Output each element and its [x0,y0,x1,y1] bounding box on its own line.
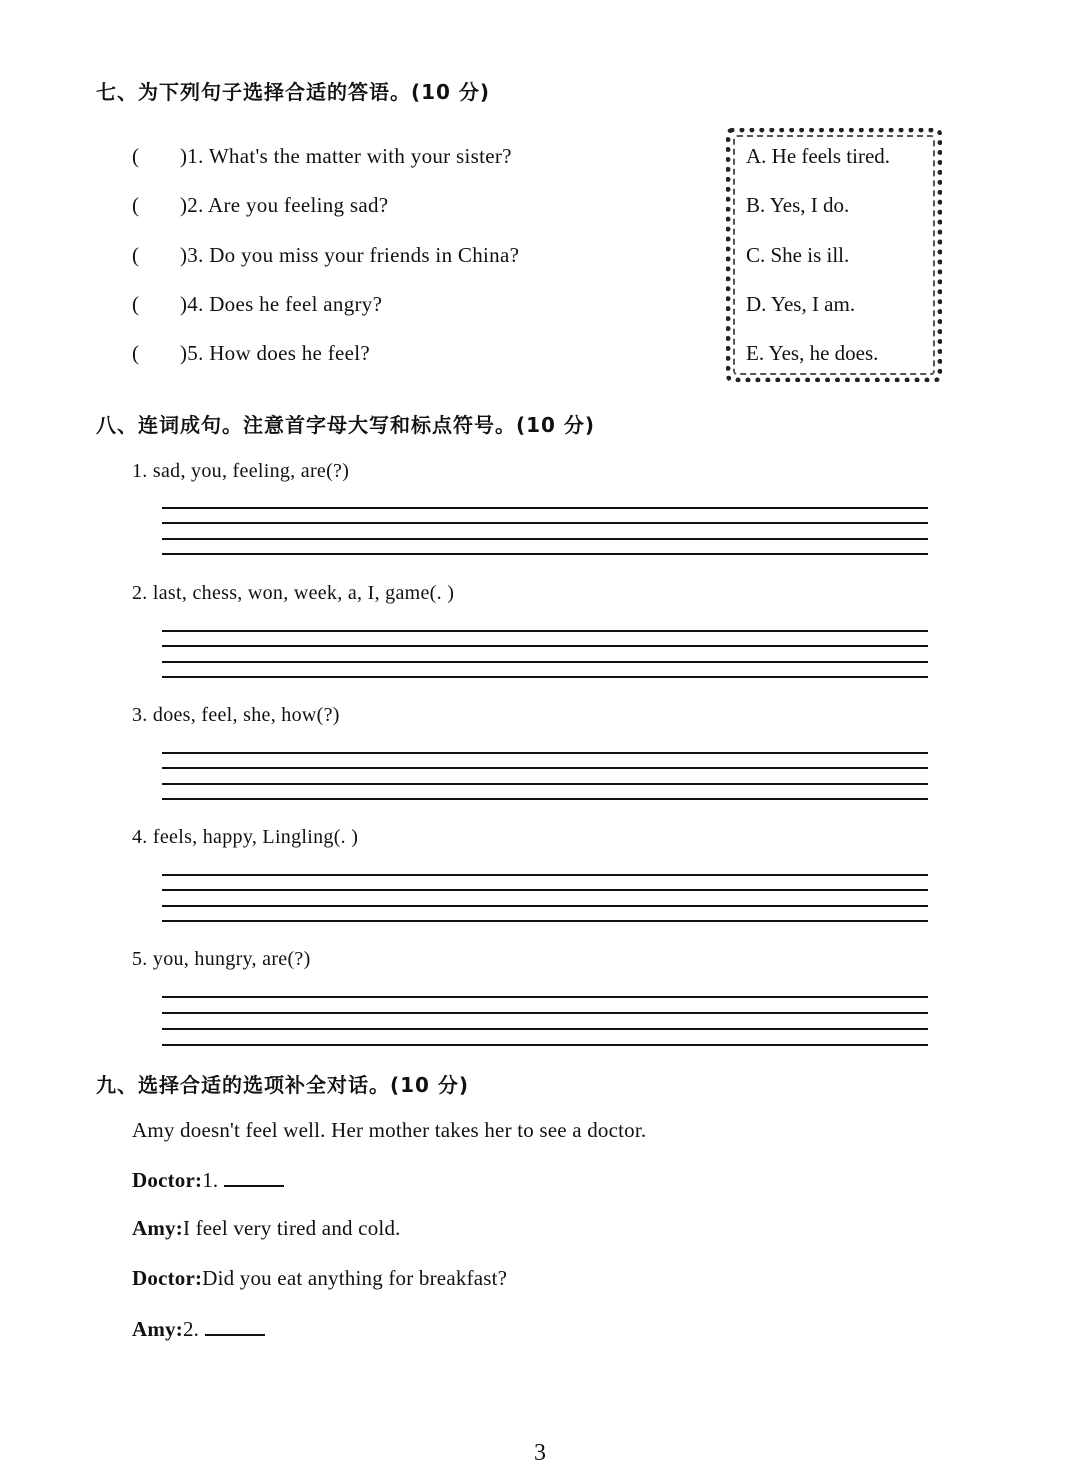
dialogue-text: I feel very tired and cold. [182,1216,401,1240]
option-e: E. Yes, he does. [746,341,879,365]
matching-question-4 [132,292,382,317]
word-order-prompt-2: 2. last, chess, won, week, a, I, game(. ) [132,582,455,604]
dialogue-line-4 [132,1316,265,1342]
writing-line [162,874,928,876]
dialogue-text: 2. [182,1317,200,1341]
question-text: )3. Do you miss your friends in China? [180,243,520,267]
writing-line [162,661,928,663]
section-7-heading: 七、为下列句子选择合适的答语。(10 分) [96,80,491,104]
writing-line [162,889,928,891]
writing-line [162,783,928,785]
page-number: 3 [534,1440,546,1466]
answer-bracket[interactable]: ( [132,341,140,365]
matching-question-3 [132,243,519,268]
matching-question-2 [132,193,388,218]
question-text: )4. Does he feel angry? [180,292,383,316]
word-order-prompt-1: 1. sad, you, feeling, are(?) [132,460,350,482]
writing-line [162,996,928,998]
option-d: D. Yes, I am. [746,292,856,316]
writing-line [162,905,928,907]
writing-line [162,767,928,769]
dialogue-line-2 [132,1216,401,1241]
writing-line [162,1028,928,1030]
option-c: C. She is ill. [746,243,850,267]
word-order-prompt-4: 4. feels, happy, Lingling(. ) [132,826,359,848]
writing-line [162,507,928,509]
dialogue-text: 1. [202,1168,219,1192]
answer-bracket[interactable]: ( [132,193,140,217]
answer-bracket[interactable]: ( [132,144,140,168]
answer-bracket[interactable]: ( [132,292,140,316]
question-text: )1. What's the matter with your sister? [180,144,512,168]
section-9-heading: 九、选择合适的选项补全对话。(10 分) [96,1073,470,1097]
writing-line [162,645,928,647]
matching-question-5 [132,341,370,366]
dialogue-intro: Amy doesn't feel well. Her mother takes her to see a doctor. [132,1118,647,1142]
speaker-label: Amy: [132,1216,183,1240]
writing-line [162,553,928,555]
answer-blank[interactable] [205,1316,265,1336]
writing-line [162,1044,928,1046]
writing-line [162,798,928,800]
dialogue-text: Did you eat anything for breakfast? [202,1266,508,1290]
dialogue-line-1 [132,1167,284,1193]
writing-line [162,630,928,632]
speaker-label: Doctor: [132,1266,203,1290]
speaker-label: Amy: [132,1317,183,1341]
writing-line [162,752,928,754]
question-text: )5. How does he feel? [180,341,370,365]
speaker-label: Doctor: [132,1168,203,1192]
writing-line [162,538,928,540]
answer-bracket[interactable]: ( [132,243,140,267]
matching-question-1 [132,144,512,169]
writing-line [162,920,928,922]
writing-line [162,522,928,524]
writing-line [162,676,928,678]
option-b: B. Yes, I do. [746,193,850,217]
word-order-prompt-5: 5. you, hungry, are(?) [132,948,311,970]
section-8-heading: 八、连词成句。注意首字母大写和标点符号。(10 分) [96,413,596,437]
word-order-prompt-3: 3. does, feel, she, how(?) [132,704,340,726]
question-text: )2. Are you feeling sad? [180,193,389,217]
writing-line [162,1012,928,1014]
option-a: A. He feels tired. [746,144,891,168]
answer-blank[interactable] [224,1167,284,1187]
dialogue-line-3 [132,1266,507,1291]
